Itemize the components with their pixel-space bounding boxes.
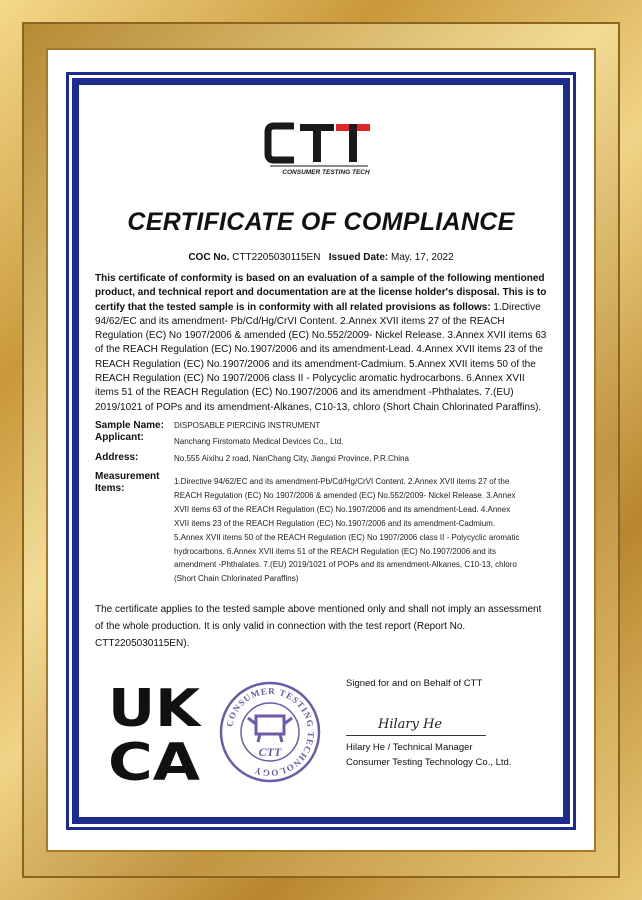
coc-number: CTT2205030115EN <box>232 252 321 263</box>
sample-name-label: Sample Name: <box>95 420 164 431</box>
ukca-top-text: UK <box>108 680 202 739</box>
svg-text:CONSUMER TESTING TECHNOLOGY <box>224 686 316 778</box>
address-label: Address: <box>95 452 139 463</box>
intro-paragraph <box>95 272 549 415</box>
certificate-title: CERTIFICATE OF COMPLIANCE <box>127 208 515 236</box>
intro-bold: This certificate of conformity is based on an evaluation of a sample of the following mentioned product, and technical report and documentation are at the license holder's disposal. This is to certify that the tested sample is in conformity with all related provisions as follows: <box>95 273 547 313</box>
coc-label: COC No. <box>188 252 230 263</box>
ctt-seal-stamp <box>218 680 322 784</box>
measurement-label-2: Items: <box>95 483 125 494</box>
sample-name-value: DISPOSABLE PIERCING INSTRUMENT <box>174 421 321 430</box>
intro-rest: 1.Directive 94/62/EC and its amendment- Pb/Cd/Hg/CrVI Content. 2.Annex XVII items 27 of the REACH Regulation (EC) No 1907/2006 & amended (EC) No.552/2009- Nickel Release. 3.Annex XVII items 63 of the REACH Regulation (EC) No.1907/2006 and its amendment-Lead. 4.Annex XVII items 23 of the REACH Regulation (EC) No.1907/2006 and its amendment-Cadmium. 5.Annex XVII items 50 of the REACH Regulation (EC) No 1907/2006 class II - Polycyclic aromatic hydrocarbons. 6.Annex XVII items 51 of the REACH Regulation (EC) No.1907/2006 and its amendment -Phthalates. 7.(EU) 2019/1021 of POPs and its amendment-Alkanes, C10-13, chloro (Short Chain Chlorinated Paraffins). <box>95 301 547 413</box>
ukca-bottom-text: CA <box>108 733 200 784</box>
handwritten-signature <box>376 710 466 734</box>
issued-label: Issued Date: <box>328 252 389 263</box>
certificate-content <box>48 50 594 850</box>
applicant-value: Nanchang Firstomato Medical Devices Co., Ltd. <box>174 437 344 446</box>
coc-line <box>48 252 594 263</box>
applies-statement: The certificate applies to the tested sample above mentioned only and shall not imply an assessment of the whole production. It is only valid in connection with the test report (Report No. CTT2205030115EN). <box>95 604 542 649</box>
ctt-logo <box>264 118 374 178</box>
issued-date: May. 17, 2022 <box>391 252 454 263</box>
signature-line <box>346 735 486 736</box>
ukca-mark <box>108 680 204 784</box>
signer-name-title: Hilary He / Technical Manager <box>346 742 473 753</box>
address-value: No.555 Aixihu 2 road, NanChang City, Jiangxi Province, P.R.China <box>174 454 409 463</box>
applicant-label: Applicant: <box>95 432 144 443</box>
signer-company: Consumer Testing Technology Co., Ltd. <box>346 757 512 768</box>
signature-handwriting: Hilary He <box>378 717 443 732</box>
measurement-label-1: Measurement <box>95 471 160 482</box>
logo-subtitle: CONSUMER TESTING TECH <box>282 169 370 176</box>
seal-center-text: CTT <box>258 745 282 759</box>
measurement-items: 1.Directive 94/62/EC and its amendment-Pb/Cd/Hg/CrVI Content. 2.Annex XVII items 27 of the REACH Regulation (EC) No 1907/2006 & amended (EC) No.552/2009- Nickel Release. 3.Annex XVII items 63 of the REACH Regulation (EC) No.1907/2006 and its amendment-Lead. 4.Annex XVII items 23 of the REACH Regulation (EC) No.1907/2006 and its amendment-Cadmium. 5.Annex XVII items 50 of the REACH Regulation (EC) No 1907/2006 class II - Polycyclic aromatic hydrocarbons. 6.Annex XVII items 51 of the REACH Regulation (EC) No.1907/2006 and its amendment -Phthalates. 7.(EU) 2019/1021 of POPs and its amendment-Alkanes, C10-13, chloro (Short Chain Chlorinated Paraffins) <box>174 477 520 584</box>
signed-for-text: Signed for and on Behalf of CTT <box>346 678 483 689</box>
seal-ring-text: CONSUMER TESTING TECHNOLOGY <box>224 685 317 779</box>
